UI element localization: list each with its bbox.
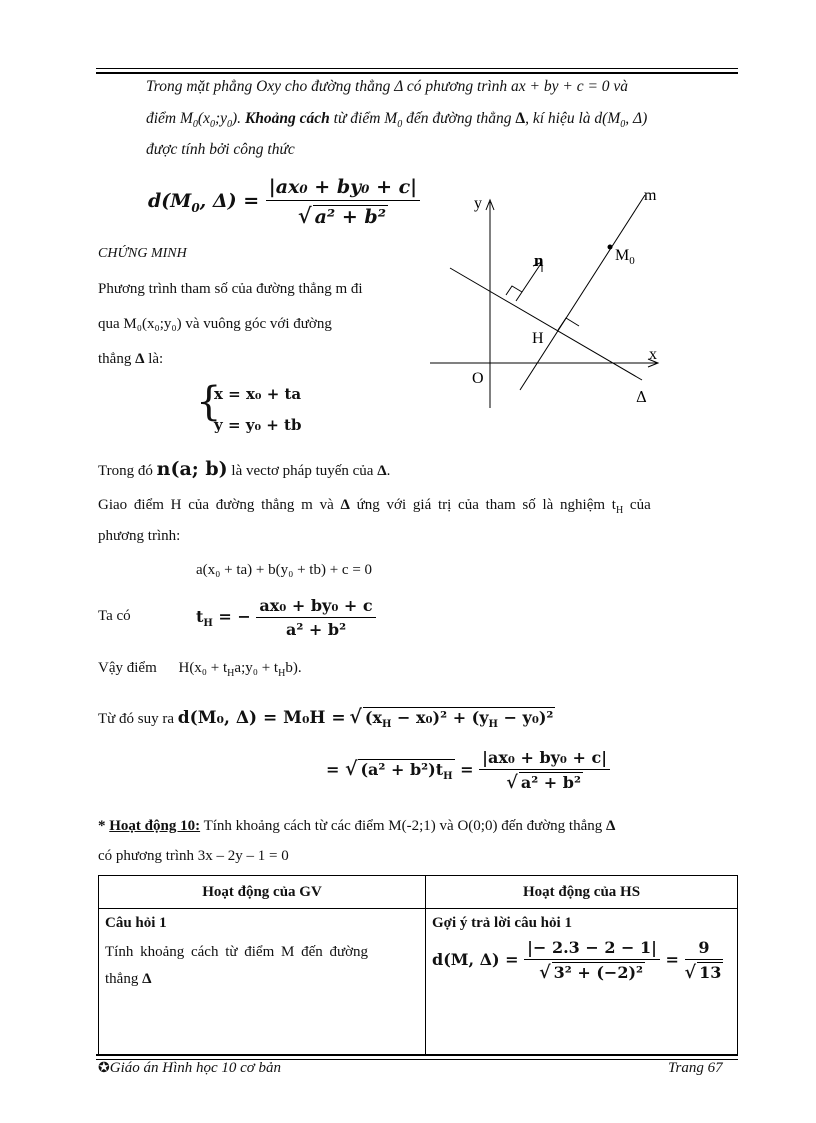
- rhs-part: (x: [364, 708, 382, 727]
- activity-line-1: [98, 818, 615, 835]
- final-den-text: a² + b²: [520, 773, 581, 792]
- final-denominator: [479, 770, 610, 793]
- activity-text: Tính khoảng cách từ các điểm M(-2;1) và O(0;0) đến đường thẳng: [203, 818, 603, 834]
- hs-denominator-2: [685, 960, 724, 983]
- m0-point: [608, 245, 613, 250]
- sub: H: [443, 771, 453, 783]
- vector-line: [98, 458, 390, 480]
- m0-letter: M: [615, 247, 630, 264]
- sqrt-symbol: √: [349, 706, 362, 728]
- sqrt-symbol: √: [539, 962, 551, 983]
- proof-line-3: [98, 351, 163, 368]
- activity-line-2: có phương trình 3x – 2y – 1 = 0: [98, 848, 289, 864]
- proof-text: Từ đó suy ra: [98, 711, 175, 727]
- proof-line-1: Phương trình tham số của đường thẳng m đi: [98, 281, 363, 297]
- footer-page: Trang 67: [668, 1060, 723, 1076]
- hs-question: Gợi ý trả lời câu hỏi 1: [432, 915, 572, 931]
- point-H: a;y₀ + t: [234, 660, 279, 676]
- sqrt-body: [358, 759, 454, 782]
- m-line: [520, 195, 645, 390]
- h-label: H: [532, 330, 544, 347]
- derivation-line: [98, 706, 555, 730]
- gv-text-1: Tính khoảng cách từ điểm M đến đường: [105, 944, 369, 960]
- delta-symbol: Δ: [135, 351, 145, 367]
- system-line-2: y = y₀ + tb: [214, 416, 302, 434]
- eq-sign: =: [326, 760, 340, 779]
- sub: 0: [227, 119, 233, 131]
- footer-left: [98, 1060, 281, 1077]
- n-label: n: [534, 251, 544, 270]
- tH-letter: t: [196, 607, 204, 626]
- sqrt-text: (a² + b²)t: [360, 760, 444, 779]
- hs-den-text: 3² + (−2)²: [553, 963, 644, 982]
- tH-eq: = −: [218, 607, 251, 626]
- sqrt-symbol: √: [344, 758, 358, 780]
- intro-line-1: [146, 78, 628, 96]
- intro-text-2h: , kí hiệu là d(M: [525, 110, 621, 127]
- tH-formula: [196, 596, 376, 639]
- x-label: x: [649, 346, 657, 363]
- header-rule-thick: [96, 72, 738, 74]
- formula-lhs: d(M: [148, 190, 192, 212]
- activity-table: [98, 875, 738, 1055]
- footer-rule-thick: [96, 1054, 738, 1056]
- hs-fraction-2: [685, 938, 724, 983]
- hs-cell: [426, 909, 738, 1055]
- activity-title: Hoạt động 10:: [109, 818, 201, 834]
- delta-symbol: Δ: [377, 463, 387, 479]
- m0-label: [615, 247, 635, 267]
- gv-cell: [99, 909, 426, 1055]
- distance-lhs: d(M₀, Δ) = M₀H =: [177, 708, 346, 728]
- star: *: [98, 818, 106, 834]
- distance-rhs: [363, 707, 556, 730]
- delta-symbol: Δ: [142, 971, 152, 987]
- gv-text-2: [105, 971, 419, 988]
- y-label: y: [474, 195, 482, 212]
- intro-text-2c: ;y: [214, 110, 228, 127]
- header-hs: Hoạt động của HS: [426, 876, 738, 909]
- footer-bullet-icon: ✪: [98, 1061, 110, 1076]
- sub: H: [203, 618, 213, 630]
- proof-text: ứng với giá trị của tham số là nghiệm t: [356, 497, 616, 513]
- gv-text: thẳng: [105, 971, 139, 987]
- intro-text-2d: ).: [232, 110, 242, 127]
- proof-text: là:: [148, 351, 164, 367]
- delta-symbol: Δ: [606, 818, 616, 834]
- intro-text-2i: , Δ): [625, 110, 648, 127]
- equation-1: a(x₀ + ta) + b(y₀ + tb) + c = 0: [196, 562, 373, 578]
- formula-numerator: |ax₀ + by₀ + c|: [266, 176, 420, 201]
- normal-vector-notation: n(a; b): [156, 458, 228, 480]
- right-angle-mark-2: [558, 318, 579, 330]
- proof-text: Vậy điểm: [98, 660, 157, 676]
- eq-sign: =: [665, 950, 679, 969]
- tH-denominator: a² + b²: [285, 620, 347, 639]
- proof-text: là vectơ pháp tuyến của: [231, 463, 374, 479]
- proof-text: của: [629, 497, 651, 513]
- table-header-row: [99, 876, 738, 909]
- m0-sub: 0: [629, 255, 635, 267]
- delta-symbol: Δ: [515, 110, 526, 127]
- geometry-diagram: [420, 180, 680, 415]
- proof-line-2: qua M₀(x₀;y₀) và vuông góc với đường: [98, 316, 332, 332]
- final-numerator: |ax₀ + by₀ + c|: [479, 748, 610, 770]
- sub: 0: [620, 119, 626, 131]
- gv-question: Câu hỏi 1: [105, 915, 167, 931]
- origin-label: O: [472, 370, 484, 387]
- proof-text: thẳng: [98, 351, 132, 367]
- sub: H: [278, 668, 286, 679]
- sub: H: [382, 719, 392, 731]
- sub: 0: [397, 119, 403, 131]
- formula-fraction: [266, 176, 420, 228]
- intersection-line-2: phương trình:: [98, 528, 181, 544]
- point-H-line: [98, 660, 302, 679]
- sqrt-symbol: √: [684, 962, 697, 983]
- main-formula: [148, 176, 420, 228]
- proof-text: Giao điểm H của đường thẳng m và: [98, 497, 334, 513]
- sqrt-symbol: √: [506, 772, 518, 793]
- rhs-part: − x₀)² + (y: [391, 708, 489, 727]
- intro-line-3: [146, 141, 295, 159]
- right-angle-mark-1: [506, 286, 522, 295]
- rhs-part: − y₀)²: [498, 708, 554, 727]
- header-gv: Hoạt động của GV: [99, 876, 426, 909]
- intro-text-2b: (x: [197, 110, 210, 127]
- intro-bold-term: Khoảng cách: [244, 110, 330, 127]
- taco-label: Ta có: [98, 608, 131, 624]
- point-H: b).: [285, 660, 302, 676]
- intro-text-1: Trong mặt phẳng Oxy cho đường thẳng Δ có phương trình ax + by + c = 0 và: [146, 78, 629, 95]
- formula-den-text: a² + b²: [314, 206, 387, 228]
- footer-title: Giáo án Hình học 10 cơ bản: [109, 1060, 282, 1076]
- hs-lhs: d(M, Δ) =: [432, 950, 519, 969]
- formula-denominator: [266, 201, 420, 228]
- point-H: H(x₀ + t: [178, 660, 228, 676]
- proof-text: Trong đó: [98, 463, 153, 479]
- final-fraction: [479, 748, 610, 793]
- tH-fraction: [256, 596, 375, 639]
- hs-denominator: [524, 960, 660, 983]
- hs-answer: [432, 938, 731, 983]
- sub: H: [488, 719, 498, 731]
- formula-lhs-end: , Δ) =: [199, 190, 260, 212]
- m-label: m: [644, 187, 657, 204]
- hs-den2-text: 13: [699, 963, 722, 982]
- system-line-1: x = x₀ + ta: [214, 385, 302, 403]
- hs-numerator-2: 9: [685, 938, 724, 960]
- hs-fraction-1: [524, 938, 660, 983]
- sub: H: [615, 505, 624, 516]
- header-rule-thin: [96, 68, 738, 69]
- intersection-line-1: [98, 497, 651, 516]
- table-row: [99, 909, 738, 1055]
- intro-text-2f: đến đường thẳng: [406, 110, 512, 127]
- proof-heading: CHỨNG MINH: [98, 246, 187, 261]
- delta-label: Δ: [636, 388, 647, 406]
- intro-text-2a: điểm M: [146, 110, 193, 127]
- hs-numerator: |− 2.3 − 2 − 1|: [524, 938, 660, 960]
- tH-numerator: ax₀ + by₀ + c: [256, 596, 375, 618]
- eq-sign: =: [460, 760, 474, 779]
- intro-line-2: [146, 110, 647, 130]
- intro-text-2e: từ điểm M: [333, 110, 398, 127]
- sub: 0: [191, 200, 200, 215]
- sub: 0: [192, 119, 198, 131]
- proof-text: .: [386, 463, 391, 479]
- derivation-line-2: [326, 748, 610, 793]
- sqrt-symbol: √: [297, 203, 312, 228]
- delta-symbol: Δ: [340, 497, 350, 513]
- system-brace: {: [196, 379, 222, 425]
- sub: 0: [209, 119, 215, 131]
- sub: H: [227, 668, 235, 679]
- intro-text-3: được tính bởi công thức: [146, 141, 295, 158]
